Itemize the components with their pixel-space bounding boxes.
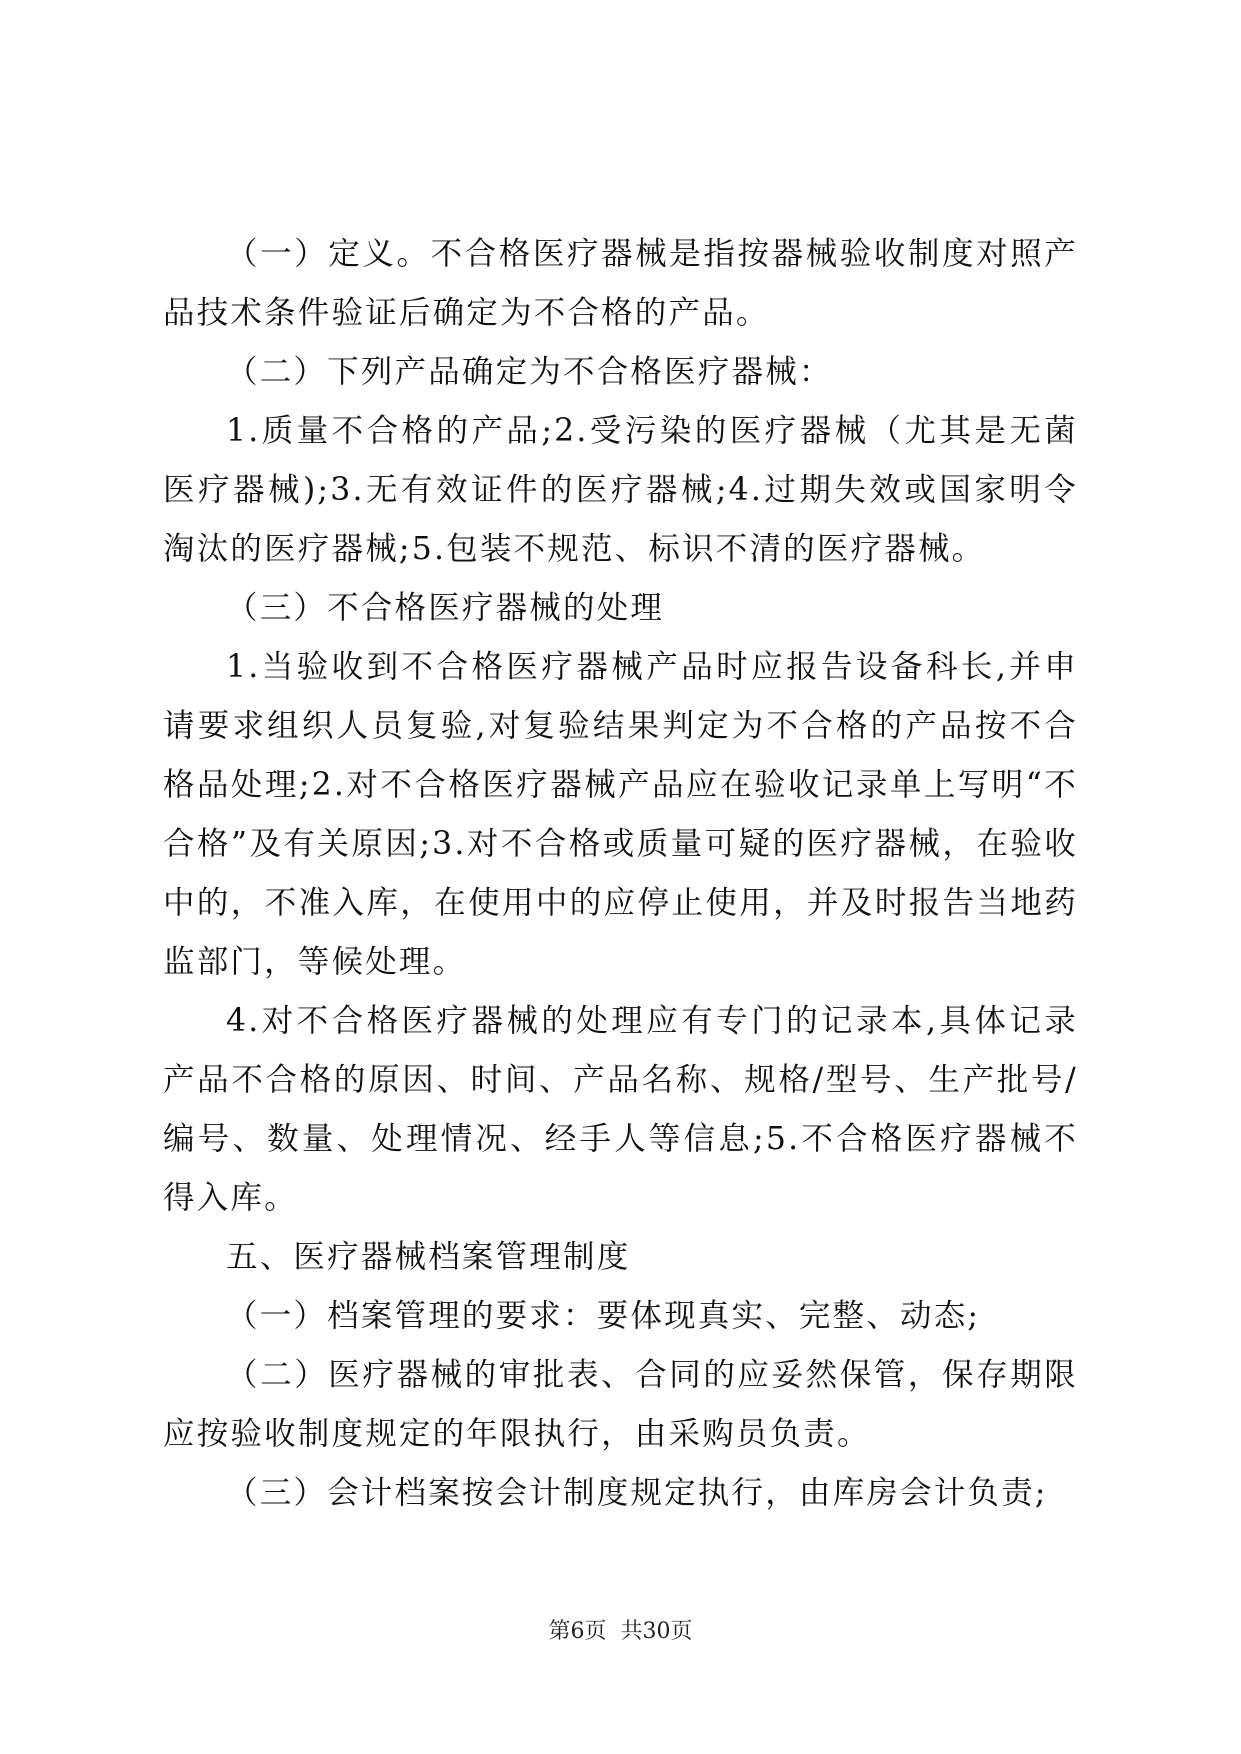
page-total: 共30页 — [620, 1619, 693, 1644]
document-body — [163, 225, 1078, 1523]
section-heading-archive-management: 五、医疗器械档案管理制度 — [226, 1239, 631, 1275]
paragraph-nonconforming-criteria-list: 1.质量不合格的产品;2.受污染的医疗器械（尤其是无菌医疗器械);3.无有效证件的医疗器械;4.过期失效或国家明令淘汰的医疗器械;5.包装不规范、标识不清的医疗器械。 — [163, 413, 1078, 567]
paragraph-archive-requirements: （一）档案管理的要求：要体现真实、完整、动态; — [226, 1298, 981, 1334]
paragraph-definition: （一）定义。不合格医疗器械是指按器械验收制度对照产品技术条件验证后确定为不合格的产品。 — [163, 236, 1078, 331]
page-footer — [0, 1618, 1241, 1646]
paragraph-archive-approval-forms: （二）医疗器械的审批表、合同的应妥然保管，保存期限应按验收制度规定的年限执行，由采购员负责。 — [163, 1357, 1078, 1452]
paragraph-handling-steps: 1.当验收到不合格医疗器械产品时应报告设备科长,并申请要求组织人员复验,对复验结果判定为不合格的产品按不合格品处理;2.对不合格医疗器械产品应在验收记录单上写明“不合格”及有关原因;3.对不合格或质量可疑的医疗器械，在验收中的，不准入库，在使用中的应停止使用，并及时报告当地药监部门，等候处理。 — [163, 649, 1078, 980]
paragraph-archive-accounting: （三）会计档案按会计制度规定执行，由库房会计负责; — [226, 1475, 1048, 1511]
page-number: 第6页 — [548, 1619, 607, 1644]
paragraph-nonconforming-criteria-heading: （二）下列产品确定为不合格医疗器械： — [226, 354, 833, 390]
paragraph-handling-records: 4.对不合格医疗器械的处理应有专门的记录本,具体记录产品不合格的原因、时间、产品名称、规格/型号、生产批号/编号、数量、处理情况、经手人等信息;5.不合格医疗器械不得入库。 — [163, 1003, 1078, 1216]
paragraph-handling-heading: （三）不合格医疗器械的处理 — [226, 590, 665, 626]
